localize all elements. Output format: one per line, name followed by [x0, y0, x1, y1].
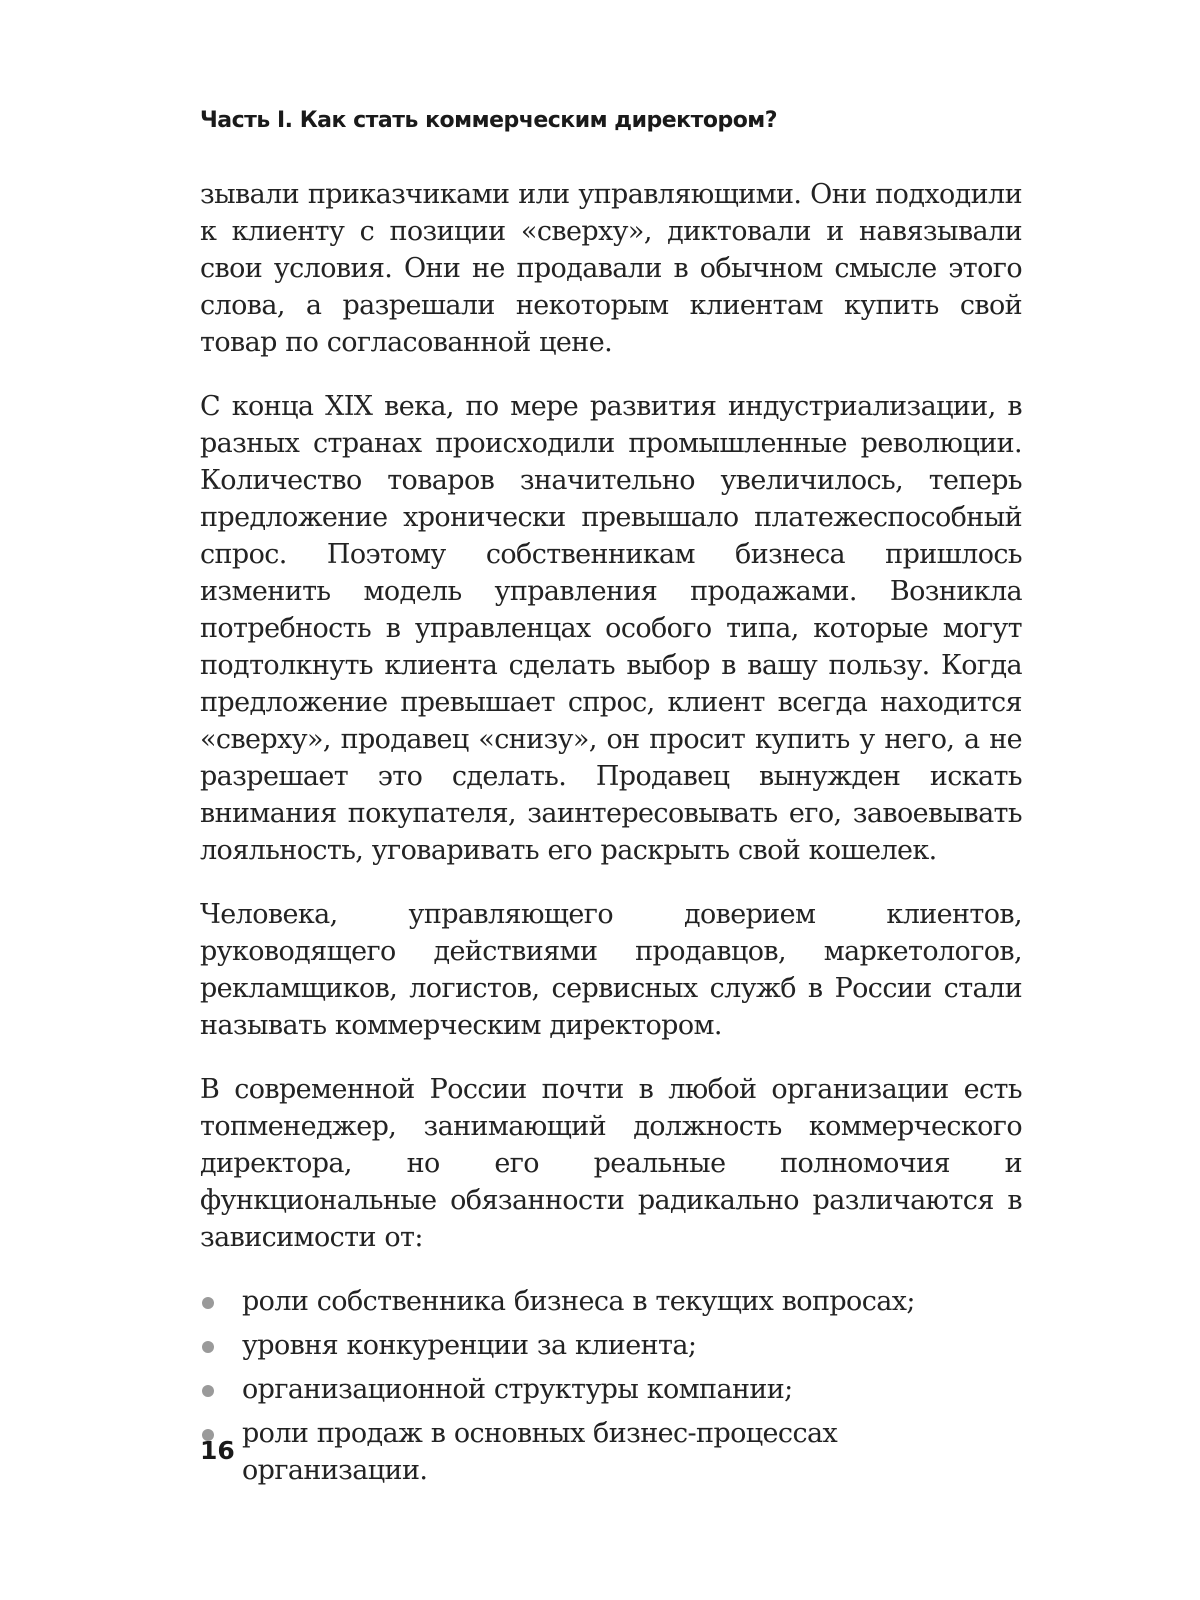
bullet-list [200, 1283, 1022, 1489]
list-item [200, 1327, 1022, 1364]
bullet-dot-icon [202, 1385, 214, 1397]
list-item [200, 1283, 1022, 1320]
list-item [200, 1371, 1022, 1408]
running-head: Часть I. Как стать коммерческим директором? [200, 108, 778, 133]
list-item [200, 1415, 1022, 1489]
paragraph: зывали приказчиками или управляющими. Они подходили к клиенту с позиции «сверху», диктовали и навязывали свои условия. Они не продавали в обычном смысле этого слова, а разрешали некоторым клиентам купить свой товар по согласованной цене. [200, 179, 1022, 358]
bullet-dot-icon [202, 1341, 214, 1353]
paragraph: Человека, управляющего доверием клиентов, руководящего действиями продавцов, маркетологов, рекламщиков, логистов, сервисных служб в России стали называть коммерческим директором. [200, 899, 1022, 1041]
list-item-text: уровня конкуренции за клиента; [242, 1330, 697, 1361]
page-content [200, 176, 1022, 1496]
bullet-dot-icon [202, 1297, 214, 1309]
paragraph: С конца XIX века, по мере развития индустриализации, в разных странах происходили промышленные революции. Количество товаров значительно увеличилось, теперь предложение хронически превышало платежеспособный спрос. Поэтому собственникам бизнеса пришлось изменить модель управления продажами. Возникла потребность в управленцах особого типа, которые могут подтолкнуть клиента сделать выбор в вашу пользу. Когда предложение превышает спрос, клиент всегда находится «сверху», продавец «снизу», он просит купить у него, а не разрешает это сделать. Продавец вынужден искать внимания покупателя, заинтересовывать его, завоевывать лояльность, уговаривать его раскрыть свой кошелек. [200, 391, 1022, 866]
list-item-text: роли собственника бизнеса в текущих вопросах; [242, 1286, 915, 1317]
list-item-text: организационной структуры компании; [242, 1374, 793, 1405]
paragraph: В современной России почти в любой организации есть топменеджер, занимающий должность коммерческого директора, но его реальные полномочия и функциональные обязанности радикально различаются в зависимости от: [200, 1074, 1022, 1253]
list-item-text: роли продаж в основных бизнес-процессах организации. [242, 1418, 838, 1486]
page-number: 16 [200, 1436, 235, 1465]
